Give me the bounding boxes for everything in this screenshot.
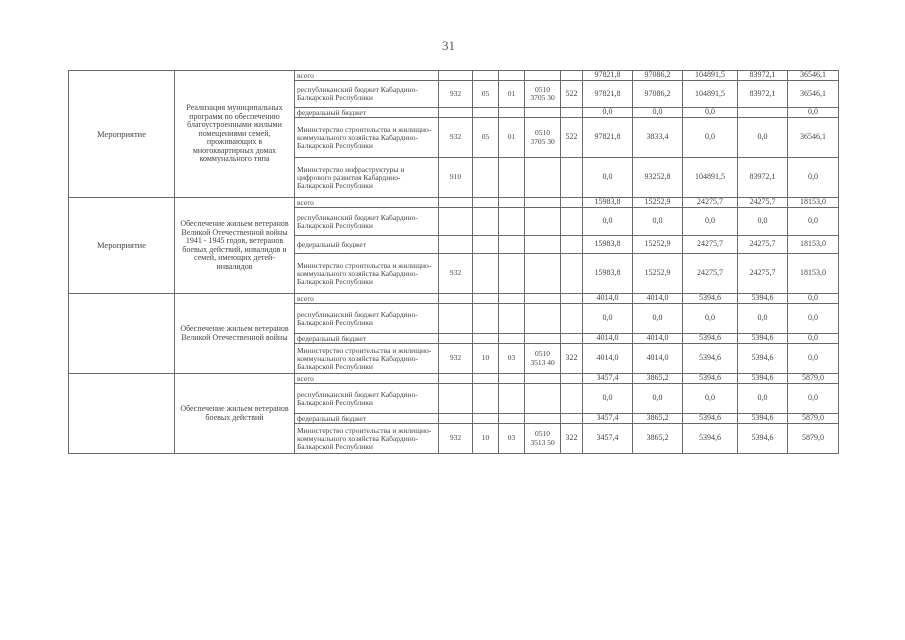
budget-code-cell xyxy=(499,158,525,198)
amount-cell: 36546,1 xyxy=(788,118,839,158)
budget-code-cell: 05 xyxy=(473,81,499,108)
budget-code-cell xyxy=(525,414,561,424)
amount-cell: 4014,0 xyxy=(583,294,633,304)
amount-cell: 322 xyxy=(561,424,583,454)
amount-cell: 18153,0 xyxy=(788,198,839,208)
table-row xyxy=(69,294,839,304)
amount-cell: 36546,1 xyxy=(788,71,839,81)
budget-code-cell xyxy=(499,198,525,208)
funding-source-cell: Министерство строительства и жилищно-коммунального хозяйства Кабардино-Балкарской Республики xyxy=(295,254,439,294)
budget-code-cell: 932 xyxy=(439,344,473,374)
amount-cell xyxy=(561,414,583,424)
budget-table xyxy=(68,70,839,454)
amount-cell: 24275,7 xyxy=(683,254,738,294)
budget-code-cell xyxy=(525,236,561,254)
amount-cell: 97086,2 xyxy=(633,71,683,81)
amount-cell: 5394,6 xyxy=(683,414,738,424)
amount-cell: 104891,5 xyxy=(683,81,738,108)
funding-source-cell: всего xyxy=(295,374,439,384)
amount-cell xyxy=(561,304,583,334)
budget-code-cell: 0510 3705 30 xyxy=(525,81,561,108)
amount-cell xyxy=(561,158,583,198)
budget-code-cell xyxy=(499,384,525,414)
budget-code-cell xyxy=(499,254,525,294)
funding-source-cell: республиканский бюджет Кабардино-Балкарской Республики xyxy=(295,304,439,334)
amount-cell: 24275,7 xyxy=(738,254,788,294)
budget-code-cell xyxy=(525,198,561,208)
event-type-cell xyxy=(69,294,175,374)
funding-source-cell: федеральный бюджет xyxy=(295,414,439,424)
budget-code-cell xyxy=(525,304,561,334)
amount-cell: 5879,0 xyxy=(788,374,839,384)
amount-cell: 24275,7 xyxy=(738,198,788,208)
funding-source-cell: Министерство строительства и жилищно-коммунального хозяйства Кабардино-Балкарской Республики xyxy=(295,118,439,158)
budget-code-cell xyxy=(473,236,499,254)
budget-code-cell xyxy=(525,384,561,414)
budget-code-cell xyxy=(525,208,561,236)
amount-cell xyxy=(561,236,583,254)
amount-cell: 93252,8 xyxy=(633,158,683,198)
funding-source-cell: всего xyxy=(295,198,439,208)
budget-code-cell xyxy=(525,374,561,384)
amount-cell xyxy=(561,208,583,236)
funding-source-cell: федеральный бюджет xyxy=(295,236,439,254)
amount-cell: 5394,6 xyxy=(738,344,788,374)
table-row xyxy=(69,71,839,81)
amount-cell: 97086,2 xyxy=(633,81,683,108)
amount-cell xyxy=(561,108,583,118)
budget-code-cell: 05 xyxy=(473,118,499,158)
budget-code-cell xyxy=(473,384,499,414)
amount-cell: 322 xyxy=(561,344,583,374)
amount-cell: 5394,6 xyxy=(683,424,738,454)
funding-source-cell: Министерство строительства и жилищно-коммунального хозяйства Кабардино-Балкарской Республики xyxy=(295,344,439,374)
amount-cell: 0,0 xyxy=(738,118,788,158)
budget-code-cell xyxy=(473,334,499,344)
event-name-cell: Обеспечение жильем ветеранов Великой Отечественной войны 1941 - 1945 годов, ветеранов боевых действий, инвалидов и семей, имеющих детей-инвалидов xyxy=(175,198,295,294)
amount-cell: 0,0 xyxy=(788,344,839,374)
budget-code-cell xyxy=(473,71,499,81)
amount-cell: 83972,1 xyxy=(738,81,788,108)
budget-code-cell xyxy=(473,198,499,208)
amount-cell: 3457,4 xyxy=(583,414,633,424)
budget-code-cell xyxy=(473,108,499,118)
amount-cell: 3457,4 xyxy=(583,424,633,454)
amount-cell: 0,0 xyxy=(788,304,839,334)
budget-code-cell: 0510 3513 50 xyxy=(525,424,561,454)
budget-code-cell xyxy=(439,71,473,81)
amount-cell: 5394,6 xyxy=(683,294,738,304)
amount-cell: 0,0 xyxy=(633,304,683,334)
amount-cell: 83972,1 xyxy=(738,71,788,81)
budget-code-cell: 10 xyxy=(473,424,499,454)
page-number: 31 xyxy=(442,38,455,53)
budget-code-cell: 03 xyxy=(499,424,525,454)
amount-cell: 104891,5 xyxy=(683,71,738,81)
amount-cell: 5394,6 xyxy=(738,334,788,344)
amount-cell: 36546,1 xyxy=(788,81,839,108)
amount-cell xyxy=(561,384,583,414)
amount-cell xyxy=(561,334,583,344)
amount-cell: 4014,0 xyxy=(633,294,683,304)
amount-cell: 18153,0 xyxy=(788,236,839,254)
event-name-cell: Обеспечение жильем ветеранов боевых действий xyxy=(175,374,295,454)
amount-cell: 0,0 xyxy=(788,334,839,344)
event-type-cell: Мероприятие xyxy=(69,198,175,294)
amount-cell: 5879,0 xyxy=(788,414,839,424)
budget-code-cell xyxy=(439,414,473,424)
amount-cell: 0,0 xyxy=(738,208,788,236)
amount-cell xyxy=(561,374,583,384)
amount-cell xyxy=(561,254,583,294)
funding-source-cell: всего xyxy=(295,294,439,304)
amount-cell: 104891,5 xyxy=(683,158,738,198)
amount-cell: 5879,0 xyxy=(788,424,839,454)
amount-cell: 0,0 xyxy=(633,384,683,414)
amount-cell: 522 xyxy=(561,81,583,108)
budget-code-cell: 910 xyxy=(439,158,473,198)
budget-code-cell xyxy=(473,208,499,236)
amount-cell: 4014,0 xyxy=(633,334,683,344)
budget-code-cell xyxy=(439,334,473,344)
budget-code-cell: 932 xyxy=(439,81,473,108)
budget-code-cell xyxy=(439,384,473,414)
amount-cell: 24275,7 xyxy=(738,236,788,254)
budget-code-cell xyxy=(473,414,499,424)
event-name-cell: Обеспечение жильем ветеранов Великой Отечественной войны xyxy=(175,294,295,374)
budget-code-cell: 932 xyxy=(439,424,473,454)
amount-cell: 0,0 xyxy=(583,158,633,198)
budget-code-cell xyxy=(499,108,525,118)
budget-code-cell xyxy=(473,294,499,304)
amount-cell: 15983,8 xyxy=(583,254,633,294)
budget-code-cell: 932 xyxy=(439,254,473,294)
budget-code-cell xyxy=(439,374,473,384)
budget-code-cell: 932 xyxy=(439,118,473,158)
budget-code-cell xyxy=(473,254,499,294)
amount-cell: 24275,7 xyxy=(683,198,738,208)
budget-code-cell xyxy=(525,334,561,344)
amount-cell: 0,0 xyxy=(788,208,839,236)
amount-cell: 0,0 xyxy=(583,108,633,118)
amount-cell: 15252,9 xyxy=(633,236,683,254)
budget-code-cell xyxy=(525,158,561,198)
budget-code-cell xyxy=(525,254,561,294)
budget-code-cell: 01 xyxy=(499,81,525,108)
budget-code-cell xyxy=(499,374,525,384)
amount-cell: 15252,9 xyxy=(633,198,683,208)
budget-code-cell xyxy=(525,294,561,304)
amount-cell: 3865,2 xyxy=(633,414,683,424)
budget-code-cell xyxy=(525,71,561,81)
amount-cell: 0,0 xyxy=(788,294,839,304)
amount-cell: 0,0 xyxy=(633,108,683,118)
amount-cell: 15983,8 xyxy=(583,236,633,254)
budget-code-cell xyxy=(439,198,473,208)
budget-code-cell xyxy=(499,334,525,344)
amount-cell: 15252,9 xyxy=(633,254,683,294)
amount-cell: 24275,7 xyxy=(683,236,738,254)
amount-cell: 3865,2 xyxy=(633,374,683,384)
funding-source-cell: республиканский бюджет Кабардино-Балкарской Республики xyxy=(295,81,439,108)
amount-cell: 5394,6 xyxy=(738,414,788,424)
amount-cell: 5394,6 xyxy=(683,374,738,384)
amount-cell: 4014,0 xyxy=(583,344,633,374)
funding-source-cell: федеральный бюджет xyxy=(295,108,439,118)
amount-cell: 5394,6 xyxy=(738,294,788,304)
amount-cell: 97821,8 xyxy=(583,118,633,158)
amount-cell: 97821,8 xyxy=(583,71,633,81)
budget-code-cell xyxy=(473,158,499,198)
amount-cell xyxy=(738,108,788,118)
amount-cell: 0,0 xyxy=(683,118,738,158)
budget-code-cell xyxy=(499,236,525,254)
amount-cell: 4014,0 xyxy=(633,344,683,374)
amount-cell: 5394,6 xyxy=(738,374,788,384)
amount-cell: 15983,8 xyxy=(583,198,633,208)
budget-code-cell xyxy=(439,304,473,334)
budget-code-cell xyxy=(525,108,561,118)
amount-cell: 97821,8 xyxy=(583,81,633,108)
budget-code-cell xyxy=(439,208,473,236)
event-type-cell xyxy=(69,374,175,454)
funding-source-cell: всего xyxy=(295,71,439,81)
funding-source-cell: федеральный бюджет xyxy=(295,334,439,344)
amount-cell: 4014,0 xyxy=(583,334,633,344)
amount-cell xyxy=(561,294,583,304)
amount-cell: 3833,4 xyxy=(633,118,683,158)
amount-cell: 0,0 xyxy=(583,384,633,414)
event-name-cell: Реализация муниципальных программ по обеспечению благоустроенными жилыми помещениями семей, проживающих в многоквартирных домах коммунального типа xyxy=(175,71,295,198)
amount-cell: 83972,1 xyxy=(738,158,788,198)
budget-code-cell xyxy=(473,374,499,384)
budget-code-cell: 01 xyxy=(499,118,525,158)
budget-code-cell xyxy=(499,71,525,81)
budget-code-cell: 03 xyxy=(499,344,525,374)
amount-cell: 522 xyxy=(561,118,583,158)
amount-cell: 5394,6 xyxy=(738,424,788,454)
table-row xyxy=(69,374,839,384)
amount-cell: 0,0 xyxy=(633,208,683,236)
table-row xyxy=(69,198,839,208)
amount-cell: 0,0 xyxy=(683,304,738,334)
amount-cell: 0,0 xyxy=(738,384,788,414)
amount-cell: 5394,6 xyxy=(683,344,738,374)
budget-code-cell xyxy=(439,236,473,254)
amount-cell: 0,0 xyxy=(583,208,633,236)
budget-code-cell: 0510 3513 40 xyxy=(525,344,561,374)
budget-code-cell xyxy=(499,208,525,236)
budget-code-cell xyxy=(499,294,525,304)
event-type-cell: Мероприятие xyxy=(69,71,175,198)
amount-cell xyxy=(561,198,583,208)
budget-code-cell xyxy=(473,304,499,334)
amount-cell: 3865,2 xyxy=(633,424,683,454)
amount-cell: 0,0 xyxy=(683,208,738,236)
amount-cell: 0,0 xyxy=(788,384,839,414)
funding-source-cell: Министерство инфраструктуры и цифрового развития Кабардино-Балкарской Республики xyxy=(295,158,439,198)
budget-code-cell xyxy=(439,294,473,304)
funding-source-cell: республиканский бюджет Кабардино-Балкарской Республики xyxy=(295,208,439,236)
amount-cell: 18153,0 xyxy=(788,254,839,294)
budget-code-cell: 10 xyxy=(473,344,499,374)
amount-cell: 0,0 xyxy=(683,108,738,118)
amount-cell: 0,0 xyxy=(788,158,839,198)
amount-cell xyxy=(561,71,583,81)
budget-code-cell xyxy=(499,414,525,424)
amount-cell: 0,0 xyxy=(788,108,839,118)
budget-code-cell: 0510 3705 30 xyxy=(525,118,561,158)
budget-code-cell xyxy=(499,304,525,334)
amount-cell: 0,0 xyxy=(583,304,633,334)
amount-cell: 5394,6 xyxy=(683,334,738,344)
amount-cell: 3457,4 xyxy=(583,374,633,384)
amount-cell: 0,0 xyxy=(683,384,738,414)
amount-cell: 0,0 xyxy=(738,304,788,334)
funding-source-cell: республиканский бюджет Кабардино-Балкарской Республики xyxy=(295,384,439,414)
budget-code-cell xyxy=(439,108,473,118)
funding-source-cell: Министерство строительства и жилищно-коммунального хозяйства Кабардино-Балкарской Республики xyxy=(295,424,439,454)
